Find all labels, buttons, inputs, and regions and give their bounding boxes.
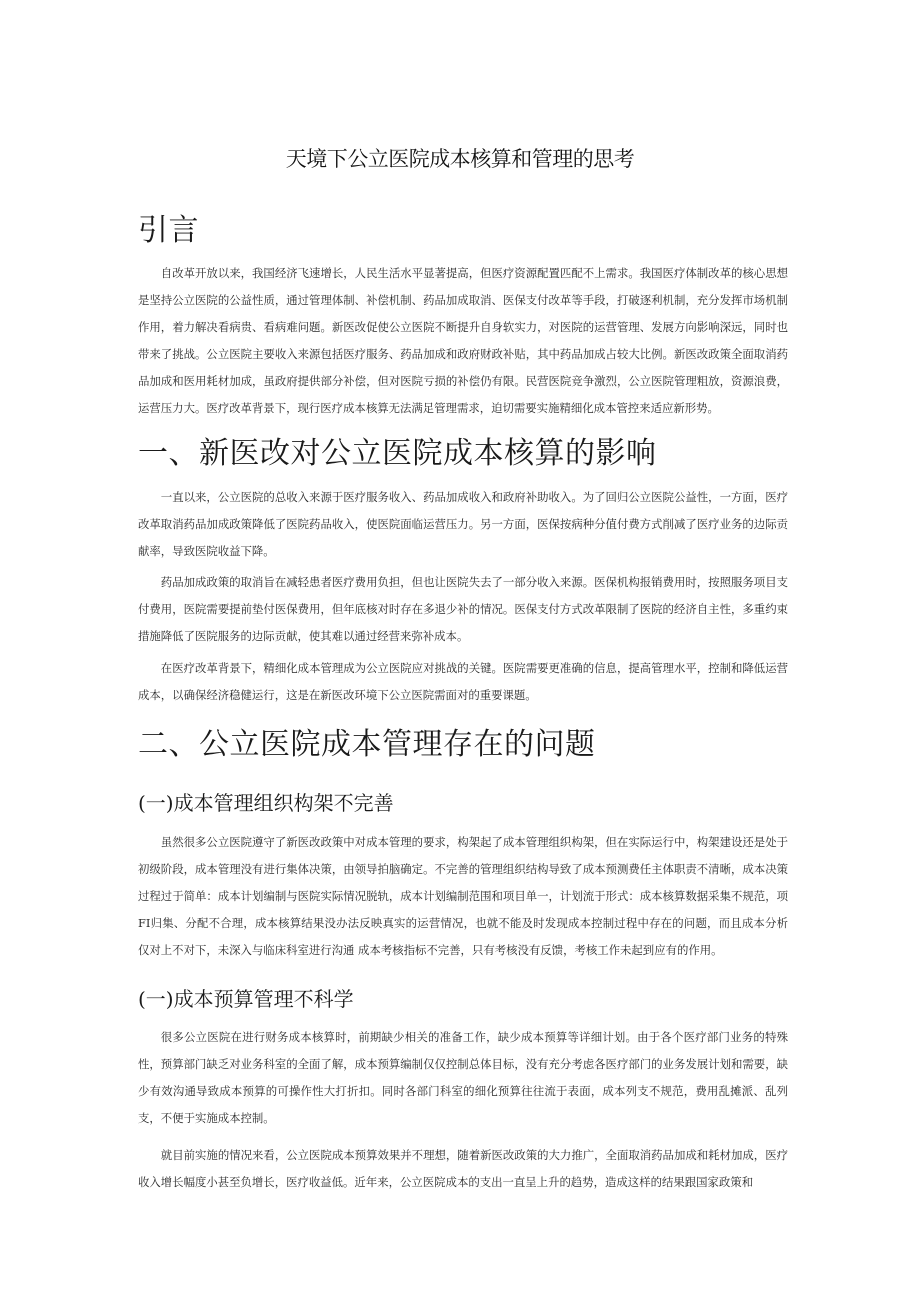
document-title: 天境下公立医院成本核算和管理的思考 bbox=[285, 147, 635, 171]
subheading-budget-management: (一)成本预算管理不科学 bbox=[138, 987, 354, 1011]
section2-sub2-paragraph-2: 就目前实施的情况来看，公立医院成本预算效果并不理想，随着新医改政策的大力推广，全面取消药品加成和耗材加成，医疗收入增长幅度小甚至负增长，医疗收益低。近年来，公立医院成本的支出一直呈上升的趋势，造成这样的结果跟国家政策和 bbox=[138, 1148, 788, 1189]
section2-sub2-paragraph-1: 很多公立医院在进行财务成本核算时，前期缺少相关的准备工作，缺少成本预算等详细计划。由于各个医疗部门业务的特殊性，预算部门缺乏对业务科室的全面了解，成本预算编制仅仅控制总体目标，没有充分考虑各医疗部门的业务发展计划和需要，缺少有效沟通导致成本预算的可操作性大打折扣。同时各部门科室的细化预算往往流于表面，成本列支不规范，费用乱摊派、乱列支，不便于实施成本控制。 bbox=[138, 1030, 788, 1125]
section1-paragraph-1: 一直以来，公立医院的总收入来源于医疗服务收入、药品加成收入和政府补助收入。为了回归公立医院公益性，一方面，医疗改革取消药品加成政策降低了医院药品收入，使医院面临运营压力。另一方面，医保按病种分值付费方式削减了医疗业务的边际贡献率，导致医院收益下降。 bbox=[138, 490, 788, 558]
section2-sub1-paragraph-1: 虽然很多公立医院遵守了新医改政策中对成本管理的要求，构架起了成本管理组织构架，但在实际运行中，构架建设还是处于初级阶段，成本管理没有进行集体决策，由领导拍脑确定。不完善的管理组织结构导致了成本预测费任主体职责不清晰，成本决策过程过于简单：成本计划编制与医院实际情况脱轨，成本计划编制范围和项目单一，计划流于形式：成本核算数据采集不规范，项FI归集、分配不合理，成本核算结果没办法反映真实的运营情况，也就不能及时发现成本控制过程中存在的问题，而且成本分析仅对上不对下，未深入与临床科室进行沟通 成本考核指标不完善，只有考核没有反馈，考核工作未起到应有的作用。 bbox=[138, 835, 788, 957]
heading-section-2: 二、公立医院成本管理存在的问题 bbox=[138, 727, 596, 762]
section1-paragraph-2: 药品加成政策的取消旨在减轻患者医疗费用负担，但也让医院失去了一部分收入来源。医保机构报销费用时，按照服务项目支付费用，医院需要提前垫付医保费用，但年底核对时存在多退少补的情况。医保支付方式改革限制了医院的经济自主性，多重约束措施降低了医院服务的边际贡献，使其难以通过经营来弥补成本。 bbox=[138, 575, 788, 643]
subheading-org-structure: (一)成本管理组织构架不完善 bbox=[138, 791, 394, 815]
heading-section-1: 一、新医改对公立医院成本核算的影响 bbox=[138, 436, 657, 471]
heading-intro: 引言 bbox=[138, 213, 199, 248]
intro-paragraph-1: 自改革开放以来，我国经济飞速增长，人民生活水平显著提高，但医疗资源配置匹配不上需求。我国医疗体制改革的核心思想是坚持公立医院的公益性质，通过管理体制、补偿机制、药品加成取消、医保支付改革等手段，打破逐利机制，充分发挥市场机制作用，着力解决看病贵、看病难问题。新医改促使公立医院不断提升自身软实力，对医院的运营管理、发展方向影响深远，同时也带来了挑战。公立医院主要收入来源包括医疗服务、药品加成和政府财政补贴，其中药品加成占较大比例。新医改政策全面取消药品加成和医用耗材加成，虽政府提供部分补偿，但对医院亏损的补偿仍有限。民营医院竞争激烈，公立医院管理粗放，资源浪费，运营压力大。医疗改革背景下，现行医疗成本核算无法满足管理需求，迫切需要实施精细化成本管控来适应新形势。 bbox=[138, 266, 788, 415]
section1-paragraph-3: 在医疗改革背景下，精细化成本管理成为公立医院应对挑战的关键。医院需要更准确的信息，提高管理水平，控制和降低运营成本，以确保经济稳健运行，这是在新医改环境下公立医院需面对的重要课题。 bbox=[138, 661, 788, 702]
